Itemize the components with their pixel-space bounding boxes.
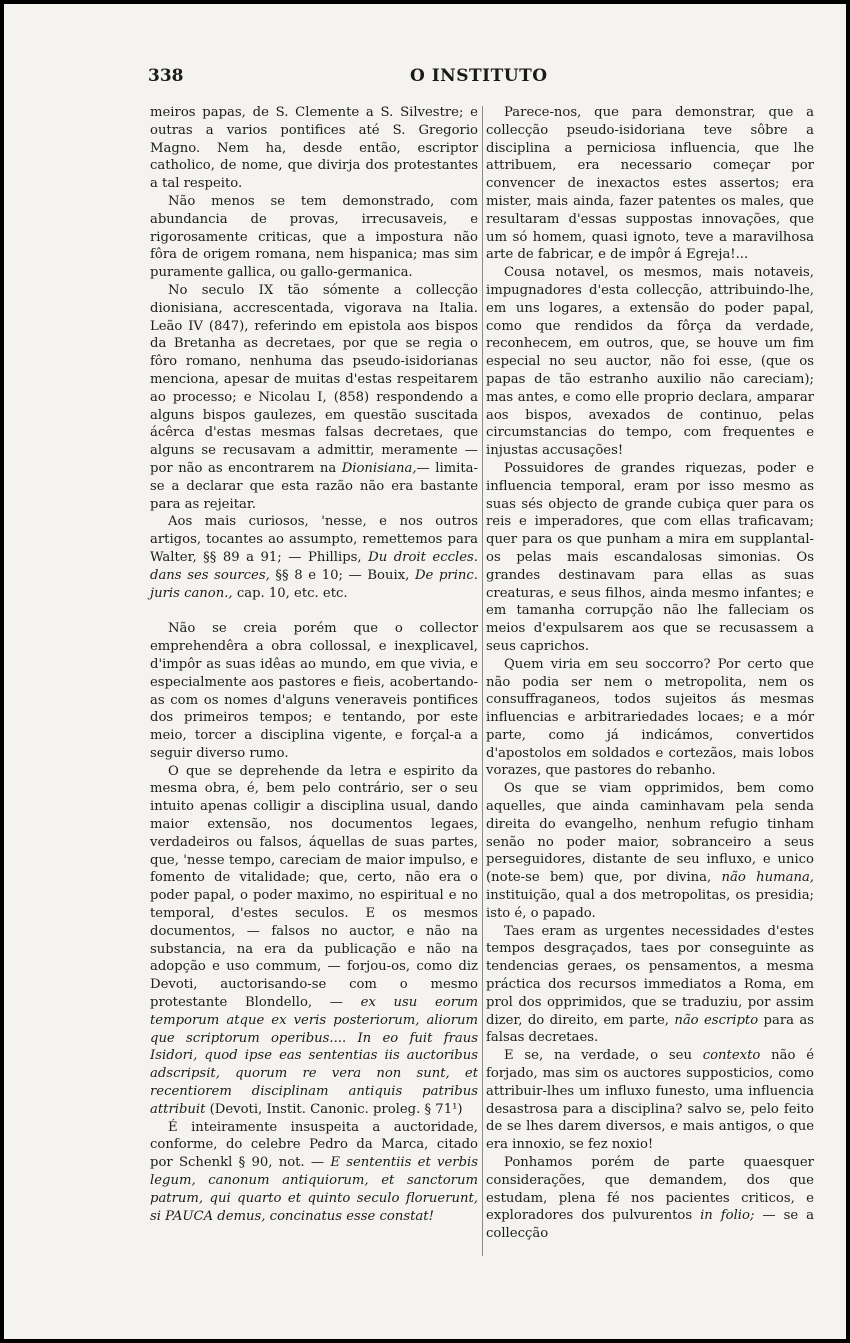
text-run: Ponhamos porém de parte quaesquer considerações, que demandem, dos que estudam, plena fé nos pacientes criticos, e exploradores dos pulvurentos: [486, 1155, 814, 1224]
text-run: Taes eram as urgentes necessidades d'estes tempos desgraçados, taes por conseguinte as tendencias geraes, os pensamentos, a mesma práctica dos recursos immediatos a Roma, em prol dos opprimidos, que se traduziu, por assim dizer, do direito, em parte,: [486, 923, 814, 1028]
paragraph: [486, 1047, 814, 1154]
italic-text: in folio;: [700, 1208, 755, 1224]
paragraph: [150, 1119, 478, 1226]
italic-text: não humana,: [721, 870, 814, 886]
italic-text: Du droit eccles. dans ses sources,: [150, 549, 478, 583]
text-run: É inteiramente insuspeita a auctoridade, conforme, do celebre Pedro da Marca, citado por Schenkl § 90, not. —: [150, 1119, 478, 1171]
latin-quote: ex usu eorum temporum atque ex veris posteriorum, aliorum que scriptorum operibus.... In eo fuit fraus Isidori, quod ipse eas sententias iis auctoribus adscripsit, quorum re vera non sunt, et recentiorem disciplinam antiquis patribus attribuit: [150, 995, 478, 1117]
paragraph: Parece-nos, que para demonstrar, que a collecção pseudo-isidoriana teve sôbre a disciplina a perniciosa influencia, que lhe attribuem, era necessario começar por convencer de inexactos estes assertos; era mister, mais ainda, fazer patentes os males, que resultaram d'essas suppostas innovações, que um só homem, quasi ignoto, teve a maravilhosa arte de fabricar, e de impôr á Egreja!...: [486, 105, 814, 263]
paragraph: [486, 923, 814, 1048]
left-column: [150, 104, 478, 1225]
latin-quote: E sententiis et verbis legum, canonum antiquiorum, et sanctorum patrum, qui quarto et quinto seculo floruerunt, si PAUCA demus, concinatus esse constat!: [150, 1155, 478, 1224]
text-run: Os que se viam opprimidos, bem como aquelles, que ainda caminhavam pela senda direita do evangelho, nenhum refugio tinham senão no poder maior, sobranceiro a seus perseguidores, distante de seu influxo, e unico (note-se bem) que, por divina,: [486, 781, 814, 886]
text-run: para as falsas decretaes.: [486, 1012, 814, 1046]
paragraph: Cousa notavel, os mesmos, mais notaveis, impugnadores d'esta collecção, attribuindo-lhe, em uns logares, a extensão do poder papal, como que rendidos da fôrça da verdade, reconhecem, em outros, que, se houve um fim especial no seu auctor, não foi esse, (que os papas de tão estranho auxilio não careciam); mas antes, e como elle proprio declara, amparar aos bispos, avexados de continuo, pelas circumstancias do tempo, com frequentes e injustas accusações!: [486, 265, 814, 459]
italic-text: De princ. juris canon.,: [150, 567, 478, 601]
paragraph: [486, 780, 814, 922]
footnote-paragraph: [150, 513, 478, 602]
text-run: E se, na verdade, o seu: [504, 1048, 703, 1064]
book-page: [4, 4, 846, 1339]
page-number: 338: [148, 66, 184, 86]
paragraph: Possuidores de grandes riquezas, poder e influencia temporal, eram por isso mesmo as suas sés objecto de grande cubiça quer para os reis e imperadores, que com ellas traficavam; quer para os que punham a mira em supplantal-os pelas mais escandalosas simonias. Os grandes destinavam para ellas as suas creaturas, e seus filhos, ainda mesmo infantes; e em tamanha corrupção não lhe falleciam os meios d'expulsarem aos que se recusassem a seus caprichos.: [486, 460, 814, 654]
text-run: instituição, qual a dos metropolitas, os presidia; isto é, o papado.: [486, 888, 814, 921]
paragraph: Quem viria em seu soccorro? Por certo que não podia ser nem o metropolita, nem os consuffraganeos, todos sujeitos ás mesmas influencias e arbitrariedades locaes; e a mór parte, como já indicámos, convertidos d'apostolos em soldados e cortezãos, mais lobos vorazes, que pastores do rebanho.: [486, 656, 814, 779]
italic-text: contexto: [702, 1048, 761, 1064]
text-run: Aos mais curiosos, 'nesse, e nos outros artigos, tocantes ao assumpto, remettemos para Walter, §§ 89 a 91; — Phillips,: [150, 514, 478, 565]
paragraph: Não menos se tem demonstrado, com abundancia de provas, irrecusaveis, e rigorosamente criticas, que a impostura não fôra de origem romana, nem hispanica; mas sim puramente gallica, ou gallo-germanica.: [150, 193, 478, 281]
text-run: §§ 8 e 10; — Bouix,: [269, 567, 415, 583]
italic-text: não escripto: [674, 1012, 759, 1028]
right-column: [486, 104, 814, 1243]
paragraph: [150, 763, 478, 1119]
citation: (Devoti, Instit. Canonic. proleg. § 71¹): [205, 1101, 463, 1117]
paragraph: [486, 1154, 814, 1243]
journal-title: O INSTITUTO: [410, 66, 548, 86]
text-run: não é forjado, mas sim os auctores supposticios, como attribuir-lhes um influxo funesto, uma influencia desastrosa para a disciplina? salvo se, pelo feito de se lhes darem diversos, e mais antigos, o que era innoxio, se fez noxio!: [486, 1048, 815, 1153]
paragraph-continued: meiros papas, de S. Clemente a S. Silvestre; e outras a varios pontifices até S. Gregorio Magno. Nem ha, desde então, escriptor catholico, de nome, que divirja dos protestantes a tal respeito.: [150, 105, 478, 192]
paragraph: [150, 282, 478, 513]
text-run: No seculo IX tão sómente a collecção dionisiana, accrescentada, vigorava na Italia. Leão IV (847), referindo em epistola aos bispos da Bretanha as decretaes, por que se regia o fôro romano, nenhuma das pseudo-isidorianas menciona, apesar de muitas d'estas respeitarem ao processo; e Nicolau I, (858) respondendo a alguns bispos gaulezes, em questão suscitada ácêrca d'estas mesmas falsas decretaes, que alguns se recusavam a admittir, meramente — por não as encontrarem na: [150, 282, 478, 476]
text-run: — se a collecção: [486, 1208, 814, 1242]
italic-text: Dionisiana,: [341, 460, 417, 476]
column-divider: [482, 106, 483, 1256]
running-head: [4, 66, 846, 90]
paragraph: Não se creia porém que o collector emprehendêra a obra collossal, e inexplicavel, d'impôr as suas idêas ao mundo, em que vivia, e especialmente aos pastores e fieis, acobertando-as com os nomes d'alguns veneraveis pontifices dos primeiros tempos; e tentando, por este meio, torcer a disciplina vigente, e forçal-a a seguir diverso rumo.: [150, 621, 478, 761]
text-run: — limita-se a declarar que esta razão não era bastante para as rejeitar.: [150, 460, 478, 512]
text-run: O que se deprehende da letra e espirito da mesma obra, é, bem pelo contrário, ser o seu intuito apenas colligir a disciplina usual, dando maior extensão, nos documentos legaes, verdadeiros ou falsos, áquellas de suas partes, que, 'nesse tempo, careciam de maior impulso, e fomento de vitalidade; que, certo, não era o poder papal, o poder maximo, no espiritual e no temporal, d'estes seculos. E os mesmos documentos, — falsos no auctor, e não na substancia, na era da publicação e não na adopção e uso commum, — forjou-os, como diz Devoti, auctorisando-se com o mesmo protestante Blondello, —: [150, 763, 478, 1011]
text-run: cap. 10, etc. etc.: [232, 585, 348, 601]
